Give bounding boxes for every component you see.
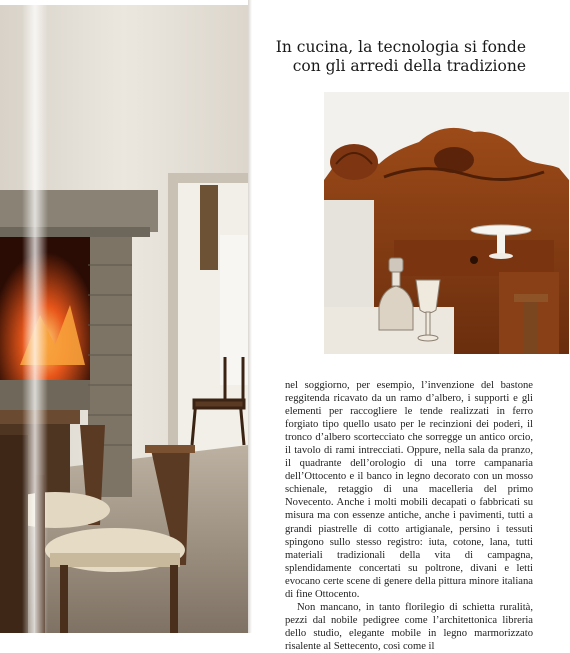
body-paragraph-2: Non mancano, in tanto florilegio di schietta ruralità, pezzi dal nobile pedigree come l’architettonica libreria dello studio, elegante mobile in legno marmorizzato risalente al Settecento, così come il bbox=[285, 601, 533, 652]
living-room-photo bbox=[0, 5, 248, 633]
headline-line-2: con gli arredi della tradizione bbox=[292, 57, 526, 75]
headline-line-1: In cucina, la tecnologia si fonde bbox=[275, 38, 526, 56]
article-body bbox=[285, 379, 533, 653]
kitchen-photo bbox=[324, 92, 569, 354]
body-paragraph-1: nel soggiorno, per esempio, l’invenzione del bastone reggitenda ricavato da un ramo d’albero, i supporti e gli elementi per raccogliere le tende realizzati in ferro forgiato tipo quello usato per le recinzioni dei poderi, il tronco d’albero scortecciato che sorregge un antico orcio, il tavolo di rami intrecciati. Oppure, nella sala da pranzo, il quadrante dell’orologio di una torre campanaria dell’Ottocento e il banco in legno decorato con un mosso schienale, retaggio di una macelleria del primo Novecento. Anche i molti mobili decapati o fabbricati su misura ma con essenze antiche, anche i pavimenti, tutti a grandi piastrelle di cotto artigianale, persino i tessuti spingono sullo stesso registro: iuta, cotone, lana, tutti materiali tradizionali della vita di campagna, splendidamente concertati su poltrone, divani e letti evocano certe scene di genere della pittura minore italiana di fine Ottocento. bbox=[285, 380, 533, 600]
article-headline bbox=[256, 38, 526, 76]
right-page bbox=[252, 0, 570, 652]
